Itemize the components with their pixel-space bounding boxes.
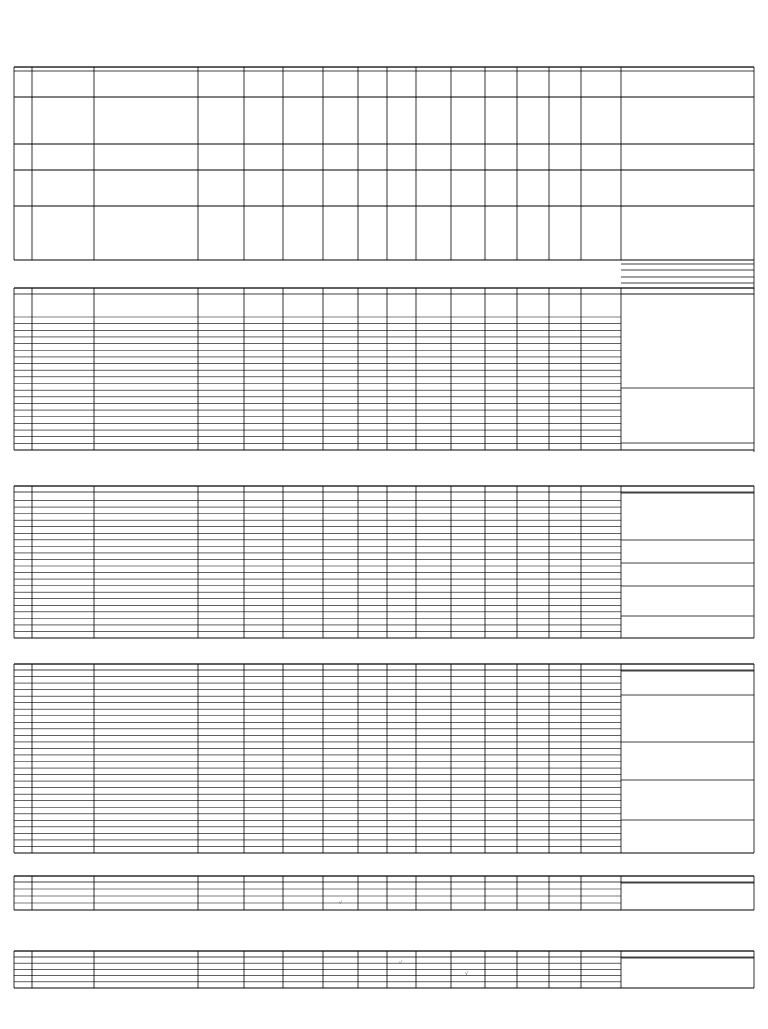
check-mark: √: [465, 971, 469, 977]
check-mark: √: [339, 900, 343, 906]
check-mark: √: [399, 960, 403, 966]
